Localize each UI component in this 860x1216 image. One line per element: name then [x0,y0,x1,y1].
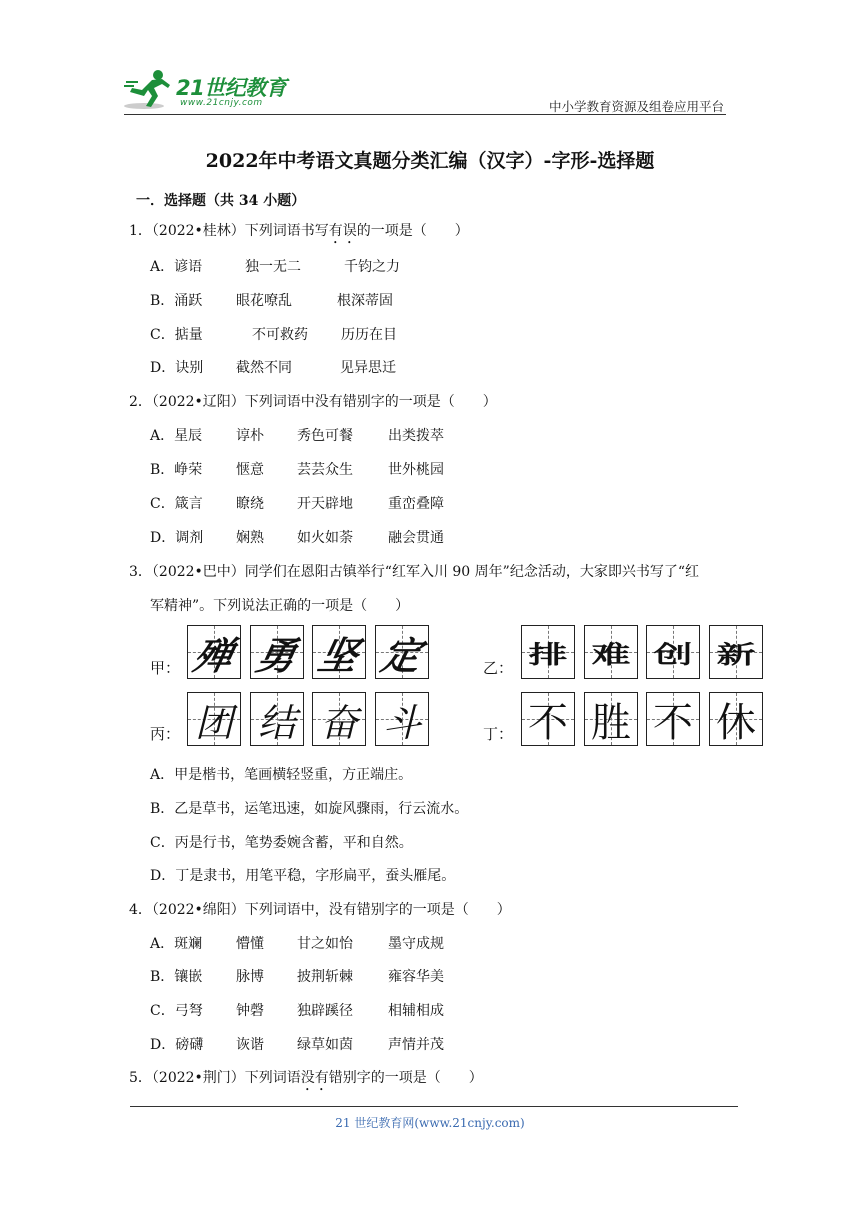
logo [122,66,302,114]
char-box: 新 [709,625,763,679]
char-box: 胜 [584,692,638,746]
question-5 [129,1067,483,1094]
question-3-line-1: 3．（2022•巴中）同学们在恩阳古镇举行“红军入川 90 周年”纪念活动，大家即兴书写了“红 [129,564,699,580]
char-box: 坚 [312,625,366,679]
char-box: 创 [646,625,700,679]
label-ding: 丁： [483,725,514,743]
page-header [122,66,726,116]
char-box: 排 [521,625,575,679]
footer-divider [130,1106,738,1107]
question-5-stem-end: 错别字的一项是（ ） [328,1070,483,1086]
option-3c: C．丙是行书，笔势委婉含蓄，平和自然。 [150,835,413,851]
emphasized-text: 有误 [328,223,357,239]
char-box: 团 [187,692,241,746]
char-box: 难 [584,625,638,679]
label-jia: 甲： [150,659,181,677]
logo-text: 21世纪教育 [176,76,287,100]
logo-url: www.21cnjy.com [180,98,263,108]
question-5-stem: 5．（2022•荆门）下列词语 [129,1070,301,1086]
header-divider [124,114,726,115]
label-yi: 乙： [483,659,514,677]
char-box: 定 [375,625,429,679]
char-box: 不 [646,692,700,746]
document-title: 2022年中考语文真题分类汇编（汉字）-字形-选择题 [205,150,655,172]
runner-logo-icon [122,66,178,114]
platform-name: 中小学教育资源及组卷应用平台 [548,99,724,114]
option-3b: B．乙是草书，运笔迅速，如旋风骤雨，行云流水。 [150,801,469,817]
option-3d: D．丁是隶书，用笔平稳，字形扁平，蚕头雁尾。 [150,868,456,884]
label-bing: 丙： [150,725,181,743]
char-box: 殚 [187,625,241,679]
section-heading: 一．选择题（共 34 小题） [136,193,306,209]
option-3a: A．甲是楷书，笔画横轻竖重，方正端庄。 [150,767,413,783]
question-4: 4．（2022•绵阳）下列词语中，没有错别字的一项是（ ） [129,902,511,918]
char-box: 休 [709,692,763,746]
char-box: 斗 [375,692,429,746]
question-1-stem: 1．（2022•桂林）下列词语书写 [129,223,329,239]
question-1-stem-end: 的一项是（ ） [356,223,469,239]
char-box: 结 [250,692,304,746]
footer-link[interactable]: 21 世纪教育网(www.21cnjy.com) [335,1116,525,1130]
question-1 [129,220,469,247]
emphasized-text: 没有 [300,1070,329,1086]
question-3-line-2: 军精神”。下列说法正确的一项是（ ） [150,598,410,614]
char-box: 不 [521,692,575,746]
char-box: 奋 [312,692,366,746]
char-box: 勇 [250,625,304,679]
question-2: 2．（2022•辽阳）下列词语中没有错别字的一项是（ ） [129,394,497,410]
